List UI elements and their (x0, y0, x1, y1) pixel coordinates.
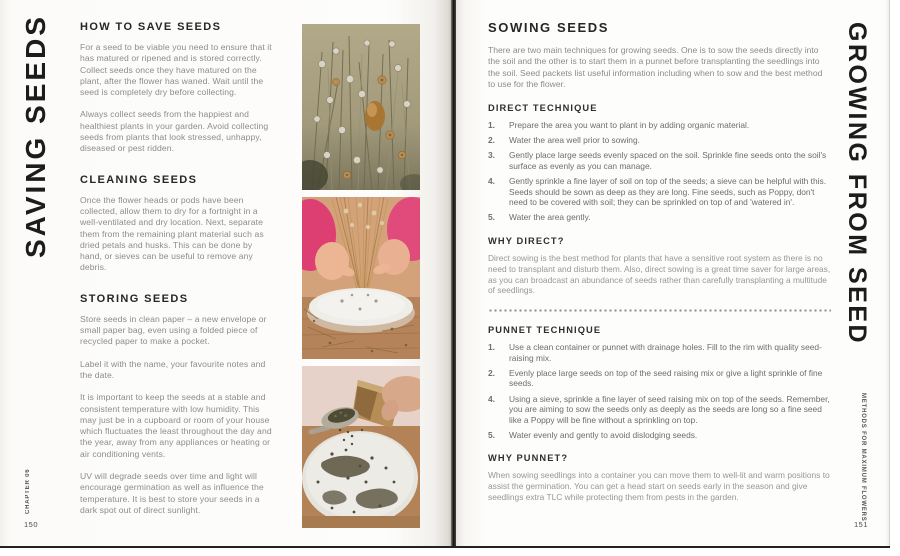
photo-pouring-seeds-from-paper-funnel (302, 366, 420, 528)
left-page (0, 0, 452, 546)
list-item-number: 2. (488, 367, 495, 378)
paragraph: Always collect seeds from the happiest and healthiest plants in your garden. Avoid collecting seeds from plants that look stressed, unhappy, diseased or pest ridden. (80, 109, 269, 154)
list-item-number: 5. (488, 429, 495, 440)
paragraph: Once the flower heads or pods have been collected, allow them to dry for a fortnight in a well-ventilated and dry location. Next, separate them from the remaining plant material such as dried petals and husks. This can be done by hand, or sieves can be useful to remove any debris. (80, 194, 264, 273)
list-item-number: 5. (488, 212, 495, 223)
paragraph: UV will degrade seeds over time and light will encourage germination as well as influence the temperature. It is best to store your seeds in a dark spot out of direct sunlight. (80, 471, 264, 515)
heading-direct-technique: DIRECT TECHNIQUE (488, 103, 598, 114)
left-text-column (80, 21, 273, 527)
list-item-text: Water the area gently. (509, 212, 591, 223)
page-number-left: 150 (24, 520, 39, 529)
page-right-edge (889, 0, 890, 546)
list-item-number: 1. (488, 342, 495, 353)
list-item-number: 1. (488, 120, 495, 131)
paragraph: It is important to keep the seeds at a stable and consistent temperature with low humidity. This may just be in a cupboard or room of your house which fluctuates the least throughout the day and the year, away from any appliances or heating or air conditioning vents. (80, 392, 272, 459)
list-item-text: Water evenly and gently to avoid dislodging seeds. (509, 429, 698, 440)
list-item (488, 342, 831, 363)
paragraph: There are two main techniques for growing seeds. One is to sow the seeds directly into the soil and the other is to start them in a punnet before transplanting the seedlings into the soil. Seed packets list useful information including when to sow and the best method to use for the flower. (488, 45, 823, 89)
paragraph: Direct sowing is the best method for plants that have a sensitive root system as there is no need to transplant and disturb them. Also, direct sowing is a great time saver for large areas, as you can broadcast an abundance of seeds rather than carefully transplanting a multitude of seedlings. (488, 252, 831, 296)
left-spine-title: SAVING SEEDS (20, 14, 51, 258)
direct-steps-list (488, 120, 831, 223)
list-item-text: Prepare the area you want to plant in by adding organic material. (509, 120, 750, 131)
list-item-text: Gently place large seeds evenly spaced on the soil. Sprinkle fine seeds onto the soil's surface as evenly as you can manage. (509, 150, 827, 171)
list-item-number: 4. (488, 176, 495, 187)
photo-dried-poppy-seed-heads (302, 24, 420, 190)
heading-why-punnet: WHY PUNNET? (488, 453, 569, 464)
list-item (488, 135, 831, 146)
page-bottom-edge (0, 546, 890, 548)
photo-column (302, 24, 420, 528)
list-item (488, 150, 831, 171)
list-item-number: 2. (488, 135, 495, 146)
list-item-text: Evenly place large seeds on top of the seed raising mix or give a light sprinkle of fine seeds. (509, 367, 823, 389)
list-item-text: Use a clean container or punnet with drainage holes. Fill to the rim with quality seed-raising mix. (509, 342, 822, 363)
methods-footer-label: METHODS FOR MAXIMUM FLOWERS (860, 393, 866, 522)
list-item-text: Water the area well prior to sowing. (509, 135, 640, 146)
page-number-right: 151 (854, 520, 869, 529)
heading-why-direct: WHY DIRECT? (488, 235, 565, 246)
dotted-divider (488, 309, 831, 312)
punnet-steps-list (488, 342, 831, 440)
right-page (456, 0, 889, 546)
right-spine-title: GROWING FROM SEED (843, 22, 871, 346)
list-item (488, 430, 831, 441)
list-item-text: Using a sieve, sprinkle a fine layer of seed raising mix on top of the seeds. Remember, you are aiming to sow the seeds only as deeply as the seeds are long so a fine seed like a Poppy will be fine without a sprinkling on top. (509, 393, 830, 425)
heading-storing-seeds: STORING SEEDS (80, 292, 189, 305)
paragraph: For a seed to be viable you need to ensure that it has matured or ripened and is stored correctly. Collect seeds once they have matured on the plant, after the flower has waned. Wait until the seed is completely dry before collecting. (80, 42, 272, 98)
heading-punnet-technique: PUNNET TECHNIQUE (488, 325, 602, 336)
paragraph: Label it with the name, your favourite notes and the date. (80, 358, 266, 380)
right-text-column (488, 20, 831, 503)
list-item (488, 176, 831, 208)
list-item (488, 368, 831, 389)
list-item (488, 394, 831, 426)
list-item-text: Gently sprinkle a fine layer of soil on top of the seeds; a sieve can be helpful with this. Seeds should be sown as deep as they are long. Fine seeds, such as Poppy, don't need to be covered with soil; they can be sprinkled on top of and 'watered in'. (509, 176, 827, 208)
list-item-number: 3. (488, 150, 495, 161)
chapter-label: CHAPTER 06 (25, 468, 31, 514)
paragraph: When sowing seedlings into a container you can move them to well-lit and warm positions to assist the germination. You can get a head start on seeds early in the season and give seedlings extra TLC while protecting them from pests in the garden. (488, 470, 830, 502)
heading-how-to-save-seeds: HOW TO SAVE SEEDS (80, 21, 222, 33)
list-item (488, 120, 831, 131)
heading-cleaning-seeds: CLEANING SEEDS (80, 173, 198, 186)
heading-sowing-seeds: SOWING SEEDS (488, 20, 610, 35)
photo-hands-holding-dried-bundle (302, 197, 420, 359)
list-item (488, 212, 831, 223)
paragraph: Store seeds in clean paper – a new envelope or small paper bag, even using a folded piece of recycled paper to make a pocket. (80, 313, 267, 347)
list-item-number: 4. (488, 393, 495, 404)
